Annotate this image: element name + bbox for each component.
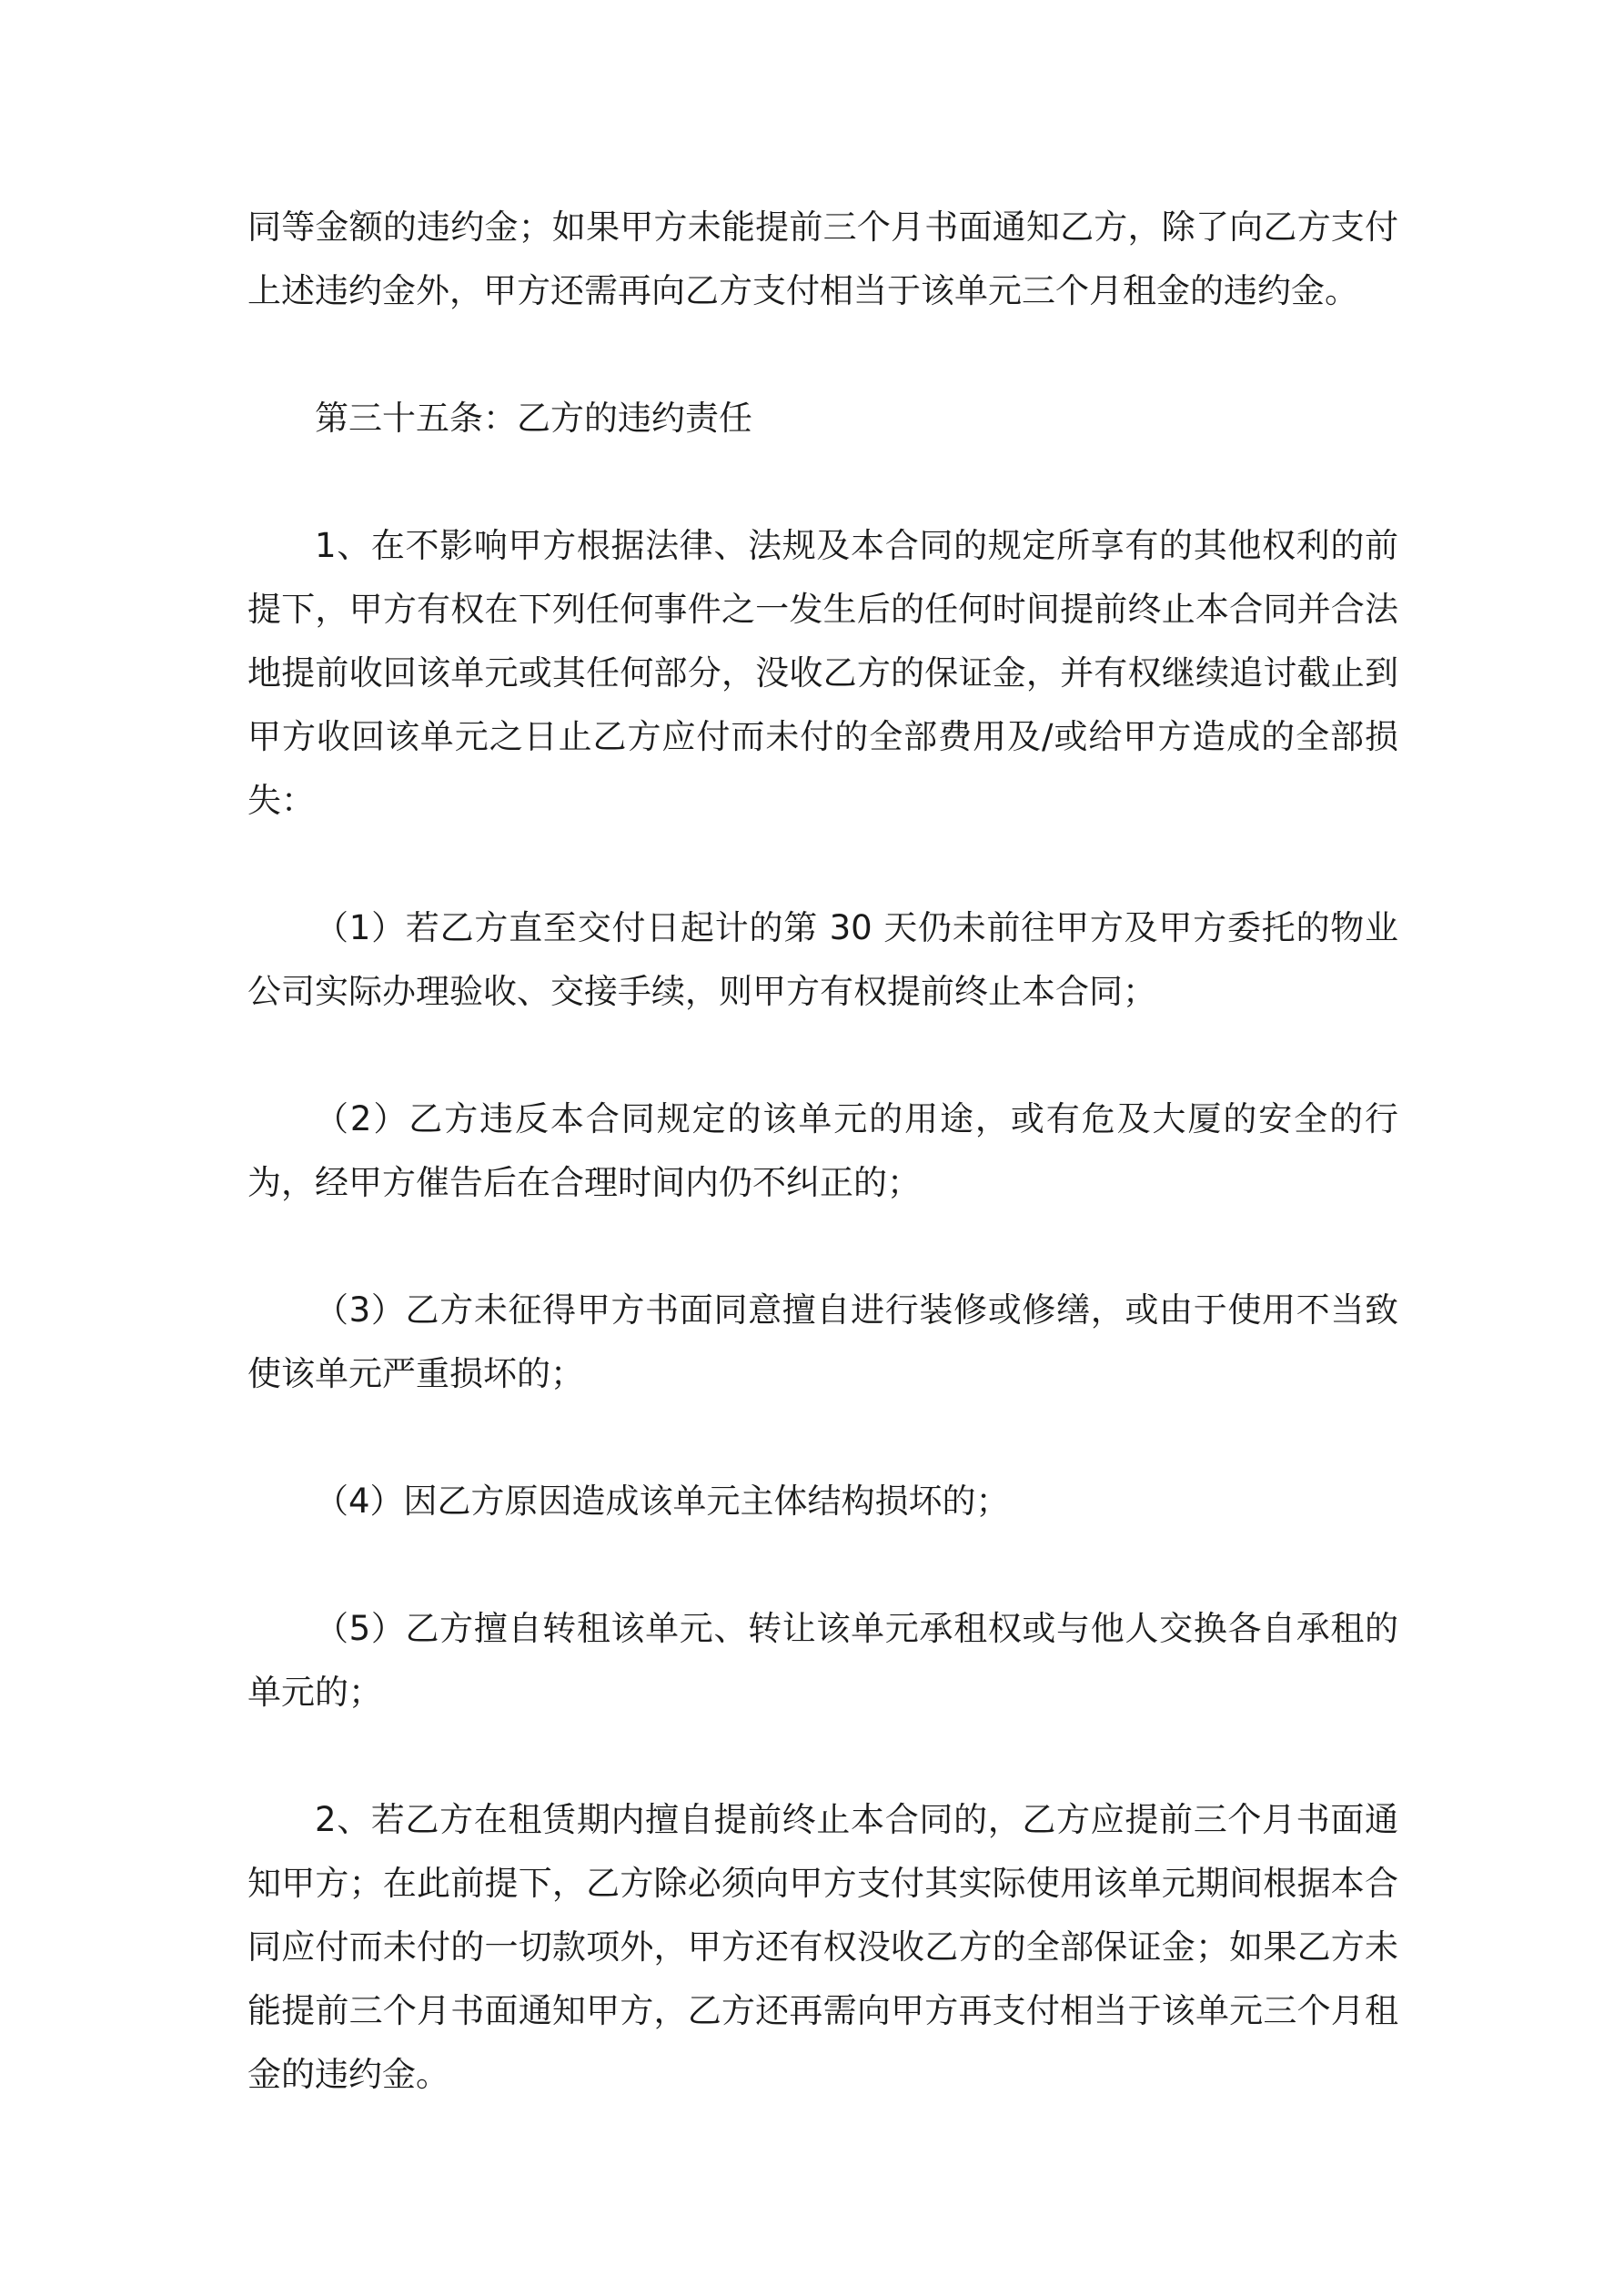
paragraph-gap xyxy=(247,833,1398,896)
item-2: （2）乙方违反本合同规定的该单元的用途，或有危及大厦的安全的行为，经甲方催告后在合理时间内仍不纠正的； xyxy=(247,1099,1398,1202)
paragraph-continuation: 同等金额的违约金；如果甲方未能提前三个月书面通知乙方，除了向乙方支付上述违约金外，甲方还需再向乙方支付相当于该单元三个月租金的违约金。 xyxy=(247,207,1398,310)
document-page xyxy=(247,196,1398,2107)
paragraph-gap xyxy=(247,1024,1398,1087)
paragraph-gap xyxy=(247,1533,1398,1597)
clause-1: 1、在不影响甲方根据法律、法规及本合同的规定所享有的其他权利的前提下，甲方有权在下列任何事件之一发生后的任何时间提前终止本合同并合法地提前收回该单元或其任何部分，没收乙方的保证金，并有权继续追讨截止到甲方收回该单元之日止乙方应付而未付的全部费用及/或给甲方造成的全部损失： xyxy=(247,526,1398,820)
paragraph-gap xyxy=(247,323,1398,387)
paragraph-gap xyxy=(247,1215,1398,1279)
item-4: （4）因乙方原因造成该单元主体结构损坏的； xyxy=(315,1482,1010,1521)
item-5: （5）乙方擅自转租该单元、转让该单元承租权或与他人交换各自承租的单元的； xyxy=(247,1609,1398,1712)
clause-2: 2、若乙方在租赁期内擅自提前终止本合同的，乙方应提前三个月书面通知甲方；在此前提下，乙方除必须向甲方支付其实际使用该单元期间根据本合同应付而未付的一切款项外，甲方还有权没收乙方的全部保证金；如果乙方未能提前三个月书面通知甲方，乙方还再需向甲方再支付相当于该单元三个月租金的违约金。 xyxy=(247,1800,1398,2094)
item-1: （1）若乙方直至交付日起计的第 30 天仍未前往甲方及甲方委托的物业公司实际办理验收、交接手续，则甲方有权提前终止本合同； xyxy=(247,908,1398,1011)
paragraph-gap xyxy=(247,1725,1398,1788)
paragraph-gap xyxy=(247,450,1398,514)
article-35-heading: 第三十五条：乙方的违约责任 xyxy=(315,399,752,438)
paragraph-gap xyxy=(247,1406,1398,1470)
item-3: （3）乙方未征得甲方书面同意擅自进行装修或修缮，或由于使用不当致使该单元严重损坏的； xyxy=(247,1290,1398,1393)
